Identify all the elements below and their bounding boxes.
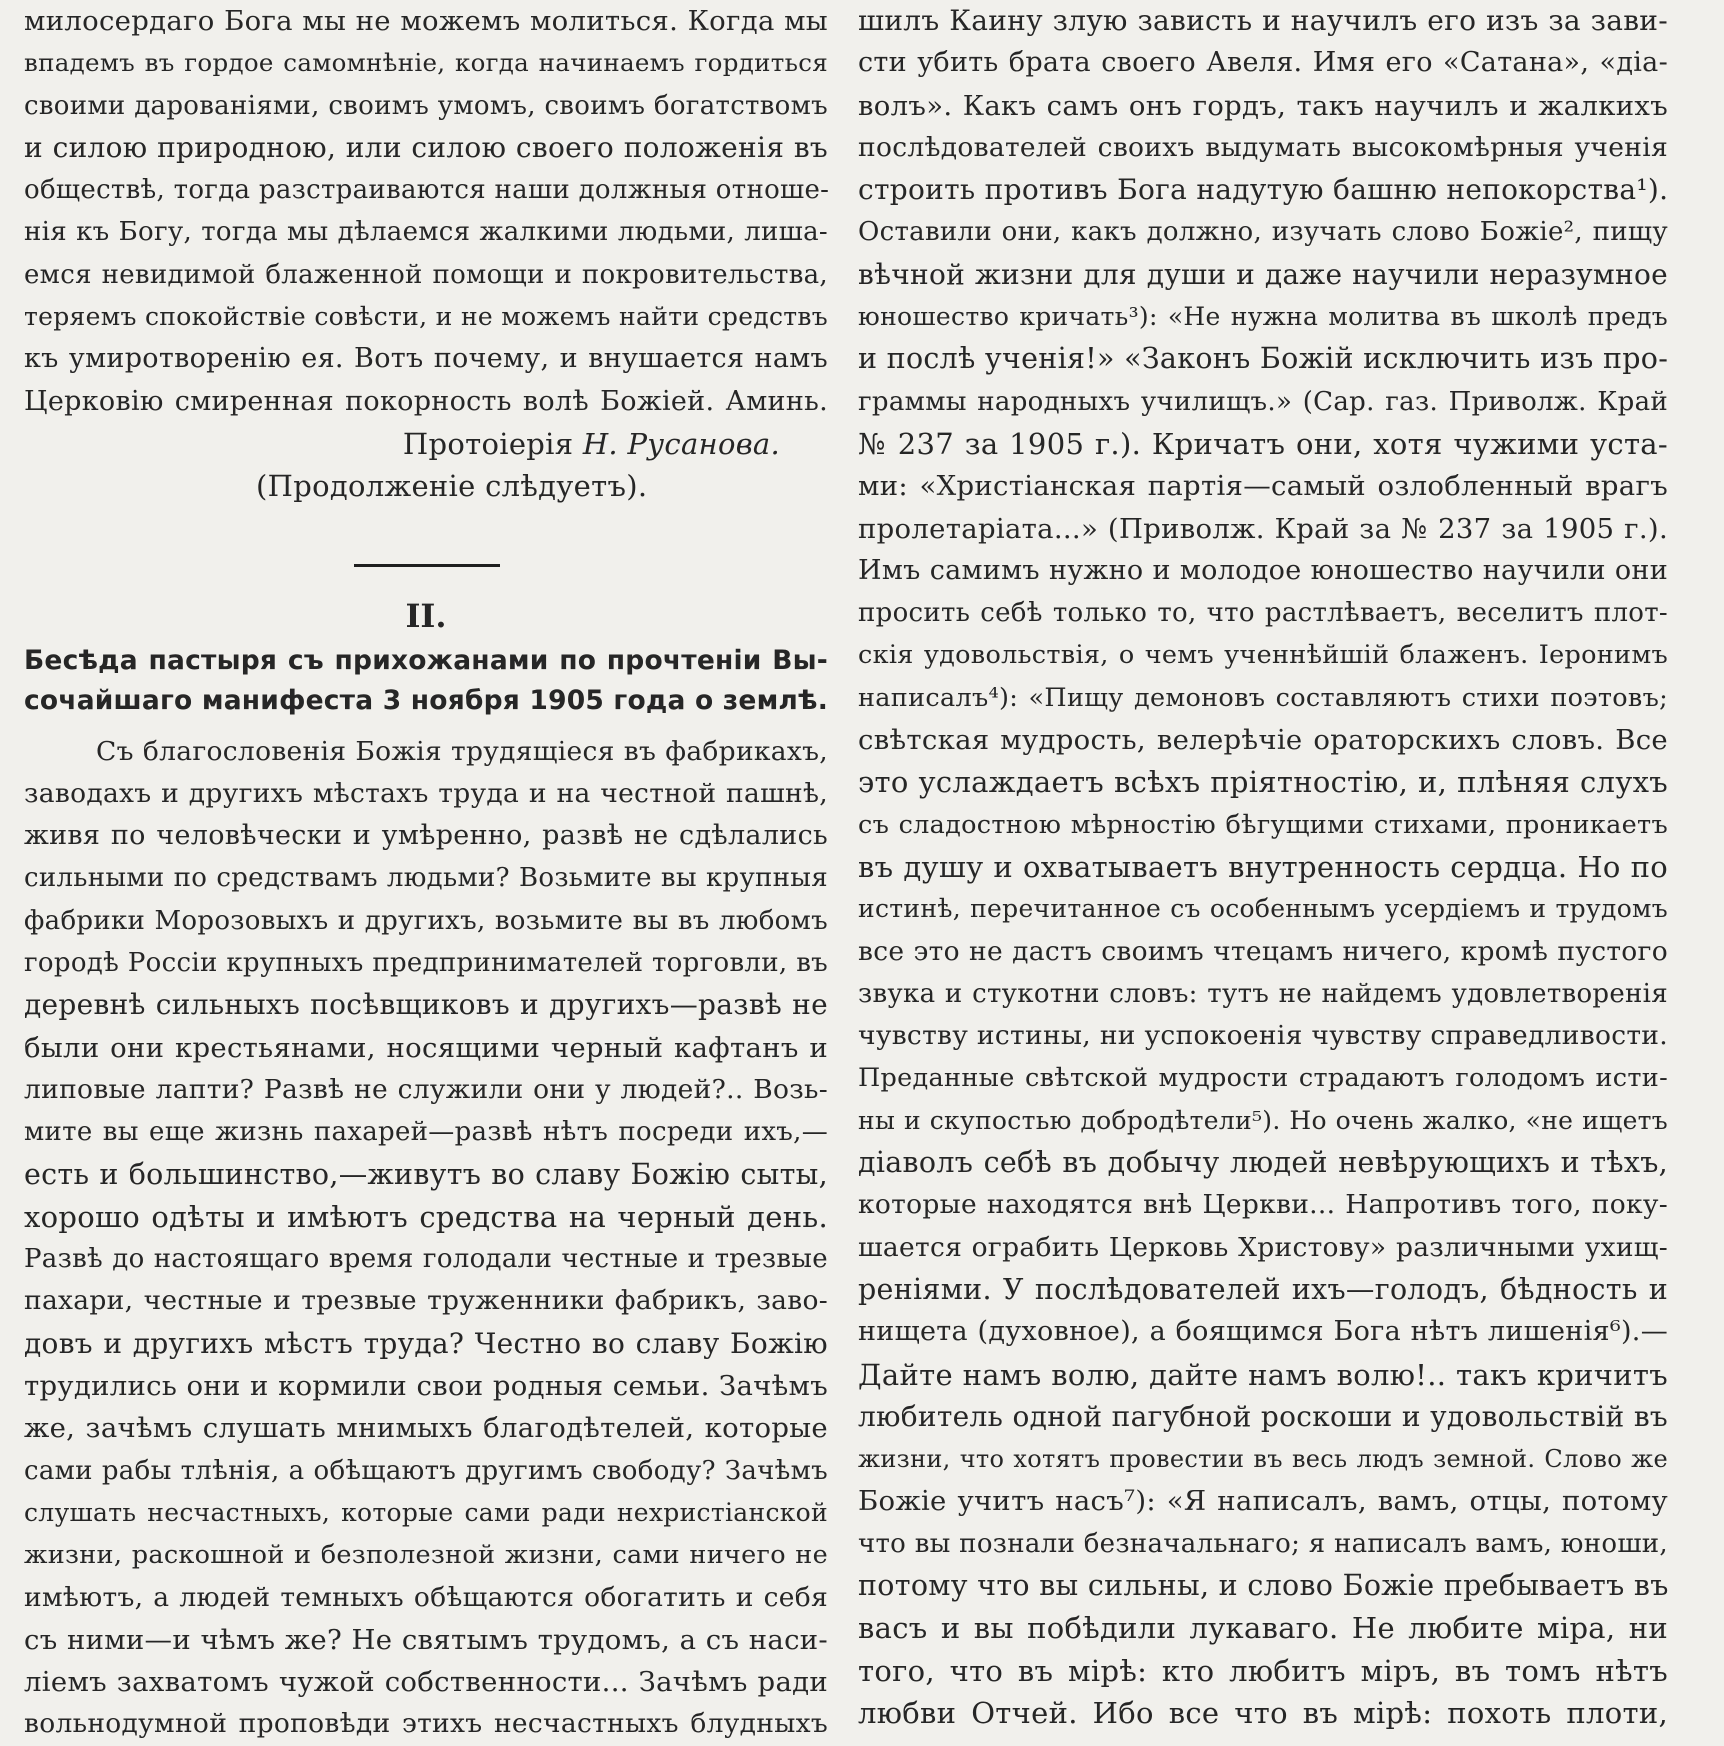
text-line: ми: «Христіанская партія—самый озлобленный врагъ [858,470,1668,503]
text-line: къ умиротворенію ея. Вотъ почему, и внушается намъ [24,343,828,375]
text-line: въ душу и охватываетъ внутренность сердца. Но по [858,849,1668,884]
text-line: Божіе учитъ насъ⁷): «Я написалъ, вамъ, отцы, потому [858,1485,1668,1518]
text-line: діаволъ себѣ въ добычу людей невѣрующихъ и тѣхъ, [858,1146,1668,1180]
text-line: волъ». Какъ самъ онъ гордъ, такъ научилъ и жалкихъ [858,89,1668,122]
text-line: мите вы еще жизнь пахарей—развѣ нѣтъ посреди ихъ,— [24,1117,828,1148]
section-divider [354,564,500,567]
text-line: послѣдователей своихъ выдумать высокомѣрныя ученія [858,131,1668,163]
text-line: ліемъ захватомъ чужой собственности... Зачѣмъ ради [24,1666,828,1699]
signature-title: Протоіерія [402,426,574,461]
section-number: II. [405,596,447,635]
text-line: что вы познали безначальнаго; я написалъ вамъ, юноши, [858,1528,1668,1559]
text-line: слушать несчастныхъ, которые сами ради нехристіанской [24,1497,828,1527]
text-line: истинѣ, перечитанное съ особеннымъ усердіемъ и трудомъ [858,894,1668,924]
text-line: довъ и другихъ мѣстъ труда? Честно во славу Божію [24,1326,828,1360]
text-line: реніями. У послѣдователей ихъ—голодъ, бѣдность и [858,1272,1668,1306]
text-line: шается ограбить Церковь Христову» различными ухищ- [858,1231,1668,1263]
text-line: шилъ Каину злую зависть и научилъ его изъ за зави- [858,4,1668,37]
text-line: хорошо одѣты и имѣютъ средства на черный день. [24,1199,828,1234]
text-line: ны и скупостью добродѣтели⁵). Но очень жалко, «не ищетъ [858,1105,1668,1135]
text-line: нищета (духовное), а боящимся Бога нѣтъ лишенія⁶).— [858,1316,1668,1348]
text-line: милосердаго Бога мы не можемъ молиться. Когда мы [24,5,828,37]
text-line: обществѣ, тогда разстраиваются наши должныя отноше- [24,175,830,206]
left-column [24,0,828,1746]
text-line: фабрики Морозовыхъ и другихъ, возьмите вы въ любомъ [24,905,828,936]
text-line: Съ благословенія Божія трудящіеся въ фабрикахъ, [96,735,828,767]
text-line: пахари, честные и трезвые труженники фабрикъ, заво- [24,1285,828,1317]
text-line: впадемъ въ гордое самомнѣніе, когда начинаемъ гордиться [24,48,828,78]
text-line: Оставили они, какъ должно, изучать слово Божіе², пищу [858,217,1668,248]
text-line: любитель одной пагубной роскоши и удовольствій въ [858,1399,1668,1433]
text-line: Имъ самимъ нужно и молодое юношество научили они [858,554,1668,586]
text-line: жизни, раскошной и безполезной жизни, сами ничего не [24,1540,828,1571]
text-line: были они крестьянами, носящими черный кафтанъ и [24,1031,828,1064]
text-line: написалъ⁴): «Пищу демоновъ составляютъ стихи поэтовъ; [858,682,1668,713]
text-line: своими дарованіями, своимъ умомъ, своимъ богатствомъ [24,90,828,121]
sermon-ending [24,0,828,423]
text-line: липовые лапти? Развѣ не служили они у людей?.. Возь- [24,1073,828,1105]
right-column [858,0,1668,1734]
text-line: деревнѣ сильныхъ посѣвщиковъ и другихъ—развѣ не [24,988,828,1022]
text-line: граммы народныхъ училищъ.» (Сар. газ. Приволж. Край [858,386,1668,417]
text-line: съ сладостною мѣрностію бѣгущими стихами, проникаетъ [858,809,1668,840]
text-line: вѣчной жизни для души и даже научили неразумное [858,257,1668,291]
author-signature [24,423,828,465]
text-line: скія удовольствія, о чемъ ученнѣйшій блаженъ. Іеронимъ [858,640,1668,671]
text-line: Дайте намъ волю, дайте намъ волю!.. такъ кричитъ [858,1357,1668,1392]
heading-line: Бесѣда пастыря съ прихожанами по прочтеніи Вы- [24,644,828,676]
text-line: есть и большинство,—живутъ во славу Божію сыты, [24,1157,828,1191]
text-line: теряемъ спокойствіе совѣсти, и не можемъ найти средствъ [24,302,828,332]
text-line: вольнодумной проповѣди этихъ несчастныхъ блудныхъ [24,1708,828,1740]
text-line: пролетаріата...» (Приволж. Край за № 237 за 1905 г.). [858,512,1668,545]
text-line: заводахъ и другихъ мѣстахъ труда и на честной пашнѣ, [24,777,828,809]
text-line: Преданные свѣтской мудрости страдаютъ голодомъ исти- [858,1063,1668,1094]
continued-note: (Продолженіе слѣдуетъ). [256,469,648,504]
article-heading [24,641,828,721]
article-body [24,731,828,1746]
text-line: все это не дастъ своимъ чтецамъ ничего, кромѣ пустого [858,935,1668,967]
text-line: имѣютъ, а людей темныхъ обѣщаются обогатить и себя [24,1581,828,1613]
signature-name: Н. Русанова. [582,426,780,461]
text-line: емся невидимой блаженной помощи и покровительства, [24,259,828,290]
text-line: того, что въ мірѣ: кто любитъ міръ, въ томъ нѣтъ [858,1653,1668,1688]
text-line: васъ и вы побѣдили лукаваго. Не любите міра, ни [858,1611,1668,1646]
text-line: живя по человѣчески и умѣренно, развѣ не сдѣлались [24,820,828,852]
text-line: просить себѣ только то, что растлѣваетъ, веселитъ плот- [858,598,1668,629]
text-line: свѣтская мудрость, велерѣчіе ораторскихъ словъ. Все [858,724,1668,757]
text-line: это услаждаетъ всѣхъ пріятностію, и, плѣняя слухъ [858,765,1668,800]
text-line: сти убить брата своего Авеля. Имя его «Сатана», «діа- [858,47,1668,79]
text-line: и силою природною, или силою своего положенія въ [24,130,828,164]
text-line: которые находятся внѣ Церкви... Напротивъ того, поку- [858,1189,1668,1221]
text-line: звука и стукотни словъ: тутъ не найдемъ удовлетворенія [858,978,1668,1009]
text-line: съ ними—и чѣмъ же? Не святымъ трудомъ, а съ наси- [24,1623,828,1656]
text-line: Церковію смиренная покорность волѣ Божіей. Аминь. [24,385,828,417]
text-line: Развѣ до настоящаго время голодали честные и трезвые [24,1244,828,1275]
text-line: чувству истины, ни успокоенія чувству справедливости. [858,1020,1668,1052]
text-line: жизни, что хотятъ провестии въ весь людъ земной. Слово же [858,1445,1668,1474]
text-line: нія къ Богу, тогда мы дѣлаемся жалкими людьми, лиша- [24,217,828,248]
text-line: любви Отчей. Ибо все что въ мірѣ: похоть плоти, [858,1695,1668,1730]
text-line: № 237 за 1905 г.). Кричатъ они, хотя чужими уста- [858,426,1668,461]
text-line: юношество кричать³): «Не нужна молитва въ школѣ предъ [858,302,1668,332]
text-line: и послѣ ученія!» «Законъ Божій исключить изъ про- [858,342,1669,376]
text-line: строить противъ Бога надутую башню непокорства¹). [858,173,1669,207]
text-line: сами рабы тлѣнія, а обѣщаютъ другимъ свободу? Зачѣмъ [24,1455,828,1486]
text-line: трудились они и кормили свои родныя семьи. Зачѣмъ [24,1370,828,1403]
text-line: городѣ Россіи крупныхъ предпринимателей торговли, въ [24,948,828,979]
text-line: сильными по средствамъ людьми? Возьмите вы крупныя [24,863,828,894]
text-line: же, зачѣмъ слушать мнимыхъ благодѣтелей, которые [24,1412,828,1445]
text-line: потому что вы сильны, и слово Божіе пребываетъ въ [858,1568,1669,1602]
heading-line: сочайшаго манифеста 3 ноября 1905 года о землѣ. [24,684,829,716]
